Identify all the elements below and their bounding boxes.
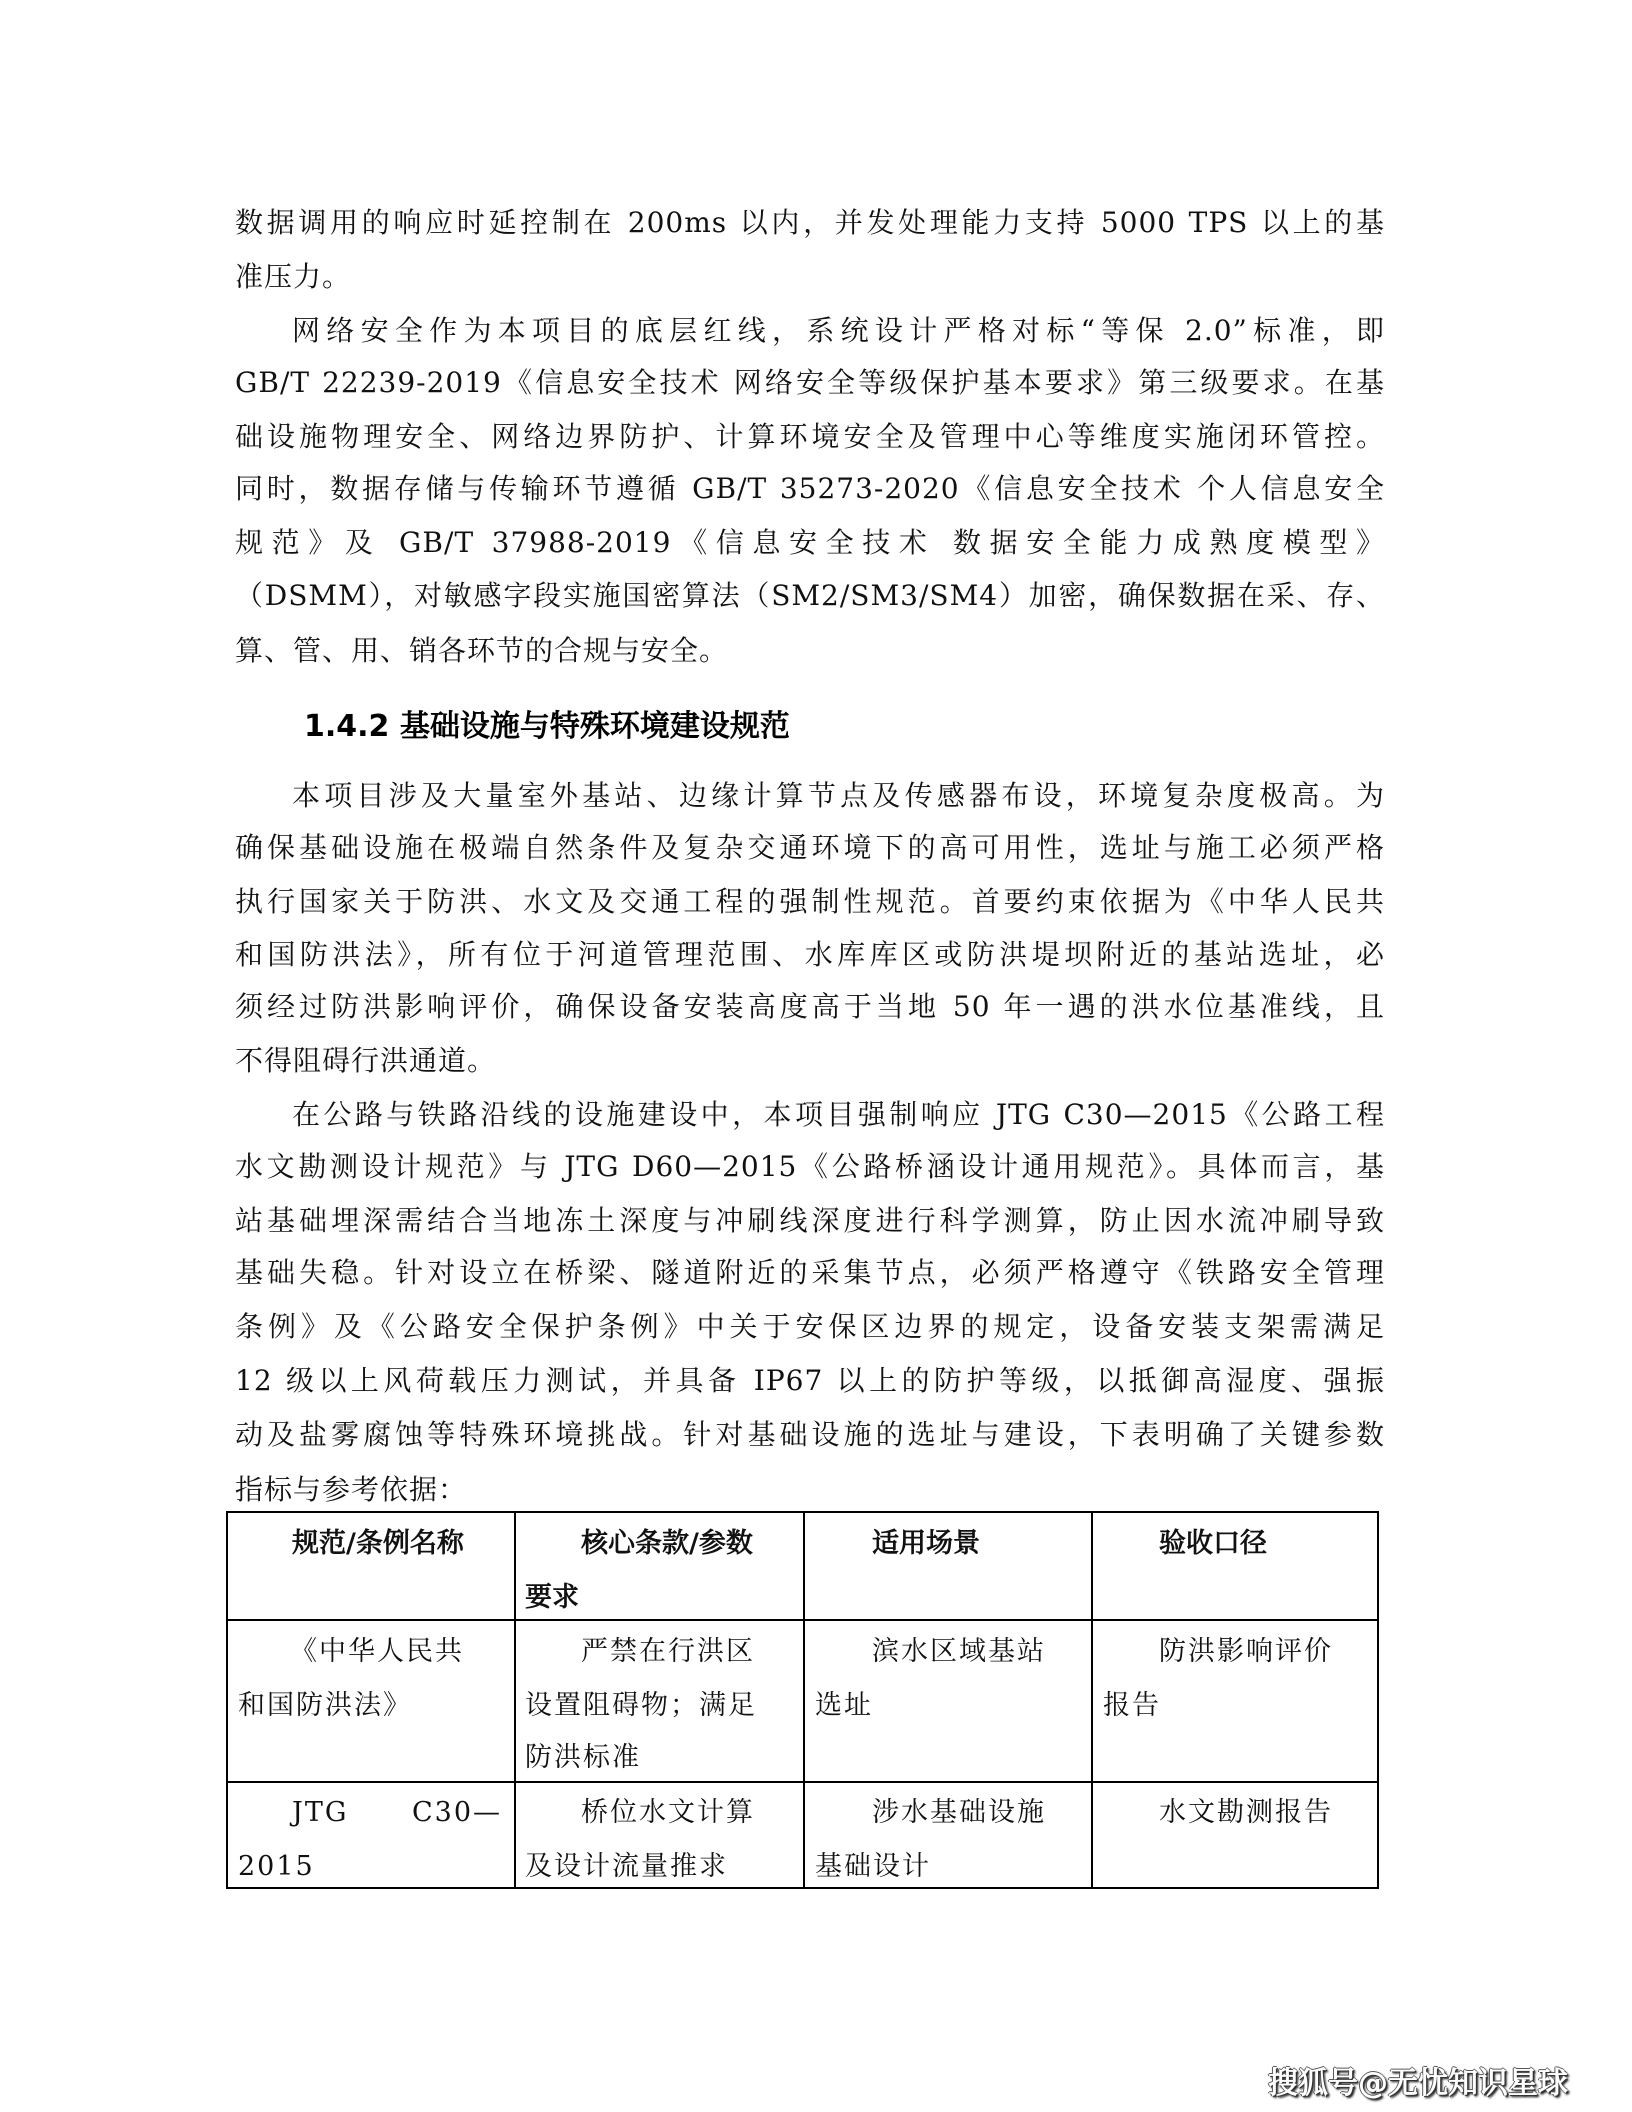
table-border xyxy=(226,1511,228,1888)
body-line: （DSMM），对敏感字段实施国密算法（SM2/SM3/SM4）加密，确保数据在采、存、 xyxy=(235,579,1385,612)
table-header-cell: 适用场景 xyxy=(872,1528,980,1559)
table-cell: 严禁在行洪区 xyxy=(581,1636,755,1667)
body-line: 站基础埋深需结合当地冻土深度与冲刷线深度进行科学测算，防止因水流冲刷导致 xyxy=(235,1204,1385,1237)
body-line: 动及盐雾腐蚀等特殊环境挑战。针对基础设施的选址与建设，下表明确了关键参数 xyxy=(235,1418,1385,1451)
watermark: 搜狐号@无忧知识星球 xyxy=(1268,2066,1568,2101)
table-header-cell: 规范/条例名称 xyxy=(292,1528,464,1559)
body-line: 规范》及 GB/T 37988-2019《信息安全技术 数据安全能力成熟度模型》 xyxy=(235,526,1385,559)
body-line: 基础失稳。针对设立在桥梁、隧道附近的采集节点，必须严格遵守《铁路安全管理 xyxy=(235,1256,1385,1289)
table-header-cell: 要求 xyxy=(525,1582,579,1613)
table-cell: 和国防洪法》 xyxy=(238,1690,412,1721)
table-cell: 选址 xyxy=(815,1690,873,1721)
body-line: 执行国家关于防洪、水文及交通工程的强制性规范。首要约束依据为《中华人民共 xyxy=(235,885,1385,918)
body-line: 条例》及《公路安全保护条例》中关于安保区边界的规定，设备安装支架需满足 xyxy=(235,1310,1385,1343)
table-cell: 防洪影响评价 xyxy=(1159,1636,1333,1667)
table-border xyxy=(803,1511,805,1888)
body-line: 不得阻碍行洪通道。 xyxy=(235,1044,497,1077)
body-line: 指标与参考依据： xyxy=(235,1473,468,1506)
table-cell: 2015 xyxy=(238,1851,315,1882)
body-line: 12 级以上风荷载压力测试，并具备 IP67 以上的防护等级，以抵御高湿度、强振 xyxy=(235,1364,1385,1397)
table-cell: 设置阻碍物；满足 xyxy=(525,1690,757,1721)
table-border xyxy=(1091,1511,1093,1888)
table-cell: 《中华人民共 xyxy=(290,1636,464,1667)
body-line: 确保基础设施在极端自然条件及复杂交通环境下的高可用性，选址与施工必须严格 xyxy=(235,831,1385,864)
body-line: 水文勘测设计规范》与 JTG D60—2015《公路桥涵设计通用规范》。具体而言，基 xyxy=(235,1150,1385,1183)
standards-table xyxy=(226,1511,1379,1888)
body-line: 数据调用的响应时延控制在 200ms 以内，并发处理能力支持 5000 TPS 以上的基 xyxy=(235,206,1385,239)
body-line: 本项目涉及大量室外基站、边缘计算节点及传感器布设，环境复杂度极高。为 xyxy=(292,779,1385,812)
table-cell: 报告 xyxy=(1103,1690,1161,1721)
body-line: 同时，数据存储与传输环节遵循 GB/T 35273-2020《信息安全技术 个人信息安全 xyxy=(235,472,1385,505)
table-cell: 及设计流量推求 xyxy=(525,1851,728,1882)
body-line: 和国防洪法》，所有位于河道管理范围、水库库区或防洪堤坝附近的基站选址，必 xyxy=(235,938,1385,971)
table-cell: 基础设计 xyxy=(815,1851,931,1882)
table-header-cell: 核心条款/参数 xyxy=(581,1528,753,1559)
table-cell: 涉水基础设施 xyxy=(872,1797,1046,1828)
section-heading: 1.4.2 基础设施与特殊环境建设规范 xyxy=(304,709,790,744)
table-cell: 水文勘测报告 xyxy=(1159,1797,1333,1828)
body-line: 须经过防洪影响评价，确保设备安装高度高于当地 50 年一遇的洪水位基准线，且 xyxy=(235,990,1385,1023)
body-line: 准压力。 xyxy=(235,260,352,293)
table-header-cell: 验收口径 xyxy=(1159,1528,1267,1559)
table-cell: 桥位水文计算 xyxy=(581,1797,755,1828)
body-line: 网络安全作为本项目的底层红线，系统设计严格对标“等保 2.0”标准，即 xyxy=(292,314,1385,347)
body-line: 算、管、用、销各环节的合规与安全。 xyxy=(235,634,729,667)
table-cell: 防洪标准 xyxy=(525,1742,641,1773)
table-border xyxy=(1377,1511,1379,1888)
body-line: 础设施物理安全、网络边界防护、计算环境安全及管理中心等维度实施闭环管控。 xyxy=(235,420,1385,453)
body-line: 在公路与铁路沿线的设施建设中，本项目强制响应 JTG C30—2015《公路工程 xyxy=(292,1098,1385,1131)
table-cell: JTG C30— xyxy=(292,1797,502,1828)
table-cell: 滨水区域基站 xyxy=(872,1636,1046,1667)
body-line: GB/T 22239-2019《信息安全技术 网络安全等级保护基本要求》第三级要求。在基 xyxy=(235,366,1385,399)
table-border xyxy=(514,1511,516,1888)
